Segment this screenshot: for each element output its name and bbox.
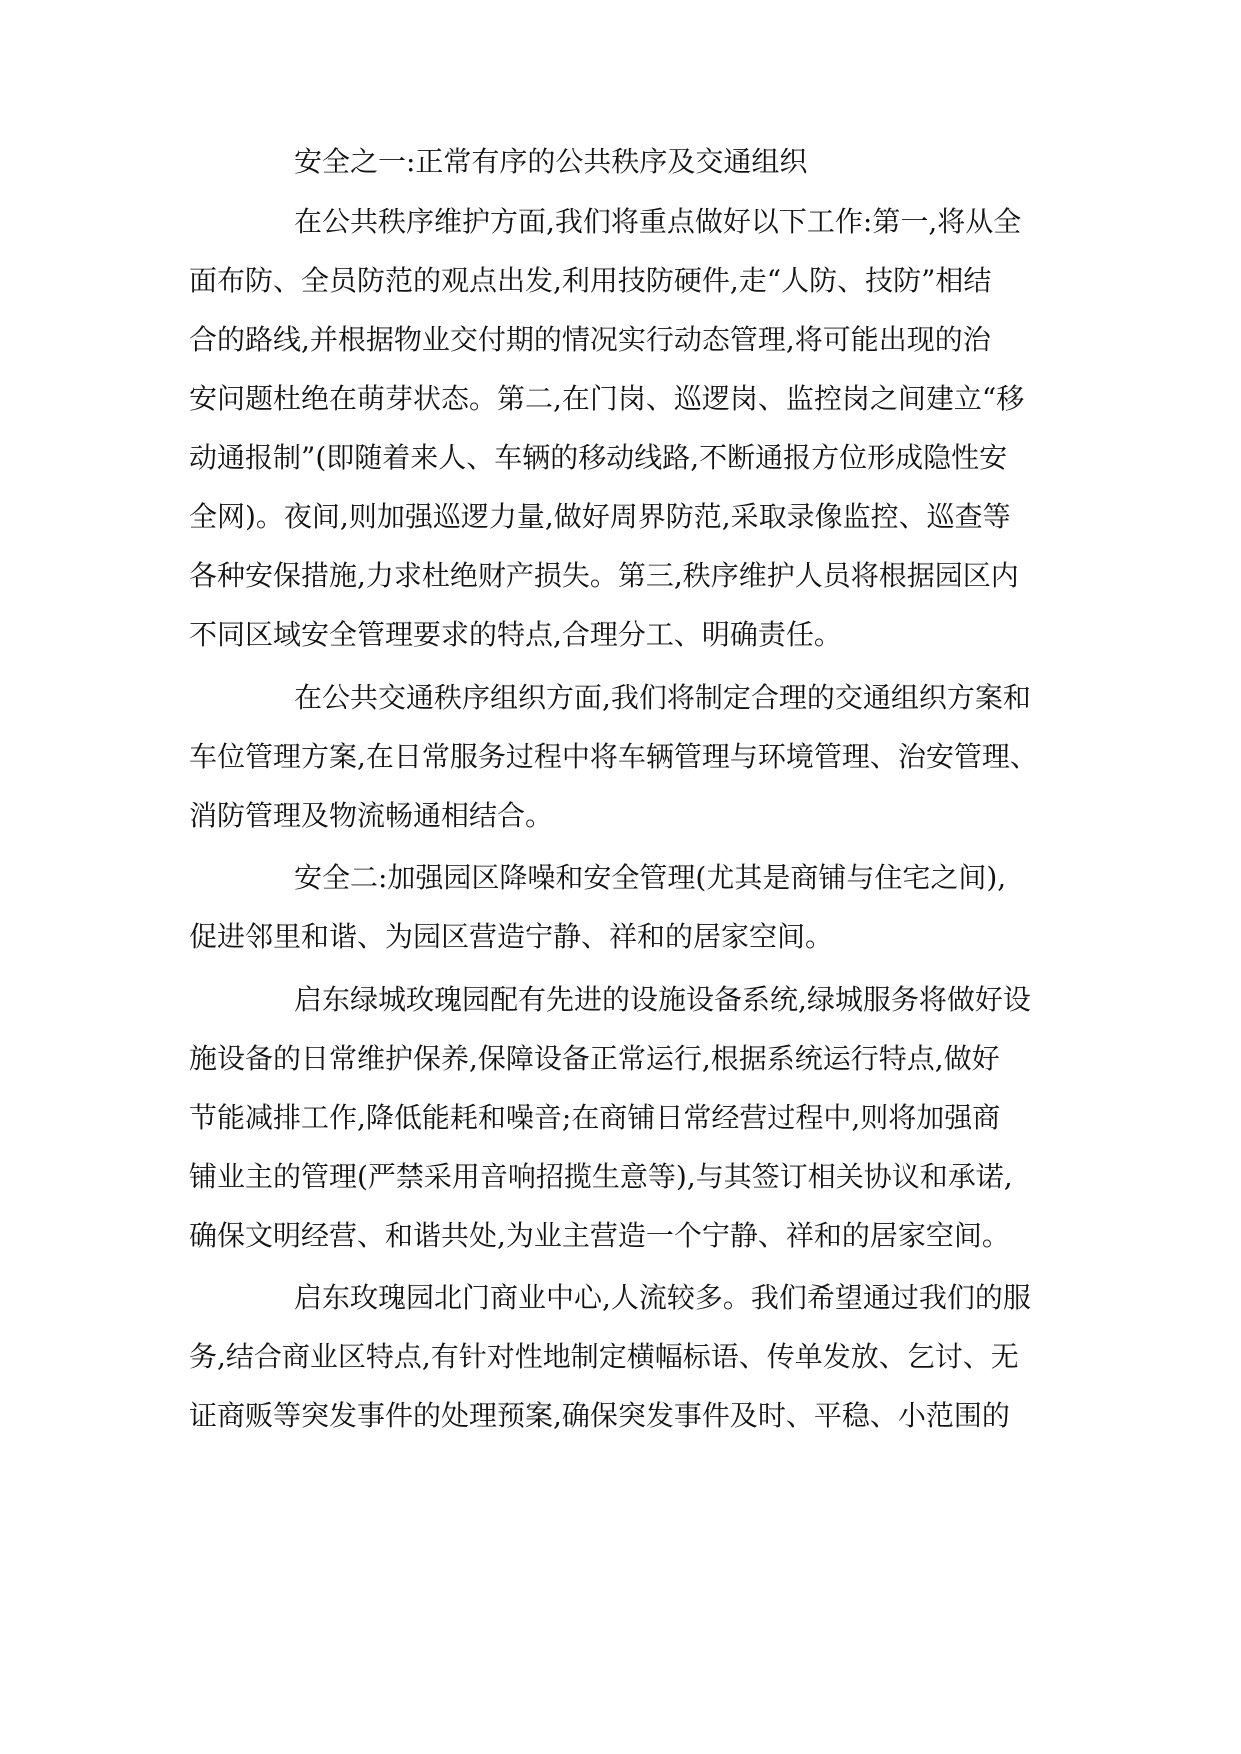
paragraph-line: 面布防、全员防范的观点出发,利用技防硬件,走“人防、技防”相结: [189, 264, 992, 297]
paragraph-line: 铺业主的管理(严禁采用音响招揽生意等),与其签订相关协议和承诺,: [189, 1160, 1013, 1193]
heading-safety-two: 安全二:加强园区降噪和安全管理(尤其是商铺与住宅之间),: [294, 861, 1007, 894]
paragraph-line: 在公共秩序维护方面,我们将重点做好以下工作:第一,将从全: [294, 205, 1022, 238]
paragraph-line: 确保文明经营、和谐共处,为业主营造一个宁静、祥和的居家空间。: [189, 1219, 1010, 1252]
paragraph-line: 全网)。夜间,则加强巡逻力量,做好周界防范,采取录像监控、巡查等: [189, 500, 1011, 533]
paragraph-line: 车位管理方案,在日常服务过程中将车辆管理与环境管理、治安管理、: [189, 740, 1038, 773]
paragraph-line: 消防管理及物流畅通相结合。: [189, 799, 554, 832]
paragraph-line: 启东玫瑰园北门商业中心,人流较多。我们希望通过我们的服: [294, 1281, 1031, 1314]
paragraph-line: 务,结合商业区特点,有针对性地制定横幅标语、传单发放、乞讨、无: [189, 1340, 1019, 1373]
paragraph-line: 合的路线,并根据物业交付期的情况实行动态管理,将可能出现的治: [189, 323, 991, 356]
paragraph-line: 动通报制”(即随着来人、车辆的移动线路,不断通报方位形成隐性安: [189, 441, 1008, 474]
paragraph-line: 促进邻里和谐、为园区营造宁静、祥和的居家空间。: [189, 920, 834, 953]
paragraph-line: 节能减排工作,降低能耗和噪音;在商铺日常经营过程中,则将加强商: [189, 1101, 1001, 1134]
paragraph-line: 不同区域安全管理要求的特点,合理分工、明确责任。: [189, 618, 842, 651]
paragraph-line: 证商贩等突发事件的处理预案,确保突发事件及时、平稳、小范围的: [189, 1399, 1010, 1432]
paragraph-line: 施设备的日常维护保养,保障设备正常运行,根据系统运行特点,做好: [189, 1042, 1000, 1075]
paragraph-line: 各种安保措施,力求杜绝财产损失。第三,秩序维护人员将根据园区内: [189, 559, 1019, 592]
paragraph-line: 启东绿城玫瑰园配有先进的设施设备系统,绿城服务将做好设: [294, 983, 1031, 1016]
paragraph-line: 在公共交通秩序组织方面,我们将制定合理的交通组织方案和: [294, 681, 1031, 714]
heading-safety-one: 安全之一:正常有序的公共秩序及交通组织: [294, 145, 808, 178]
paragraph-line: 安问题杜绝在萌芽状态。第二,在门岗、巡逻岗、监控岗之间建立“移: [189, 382, 1025, 415]
